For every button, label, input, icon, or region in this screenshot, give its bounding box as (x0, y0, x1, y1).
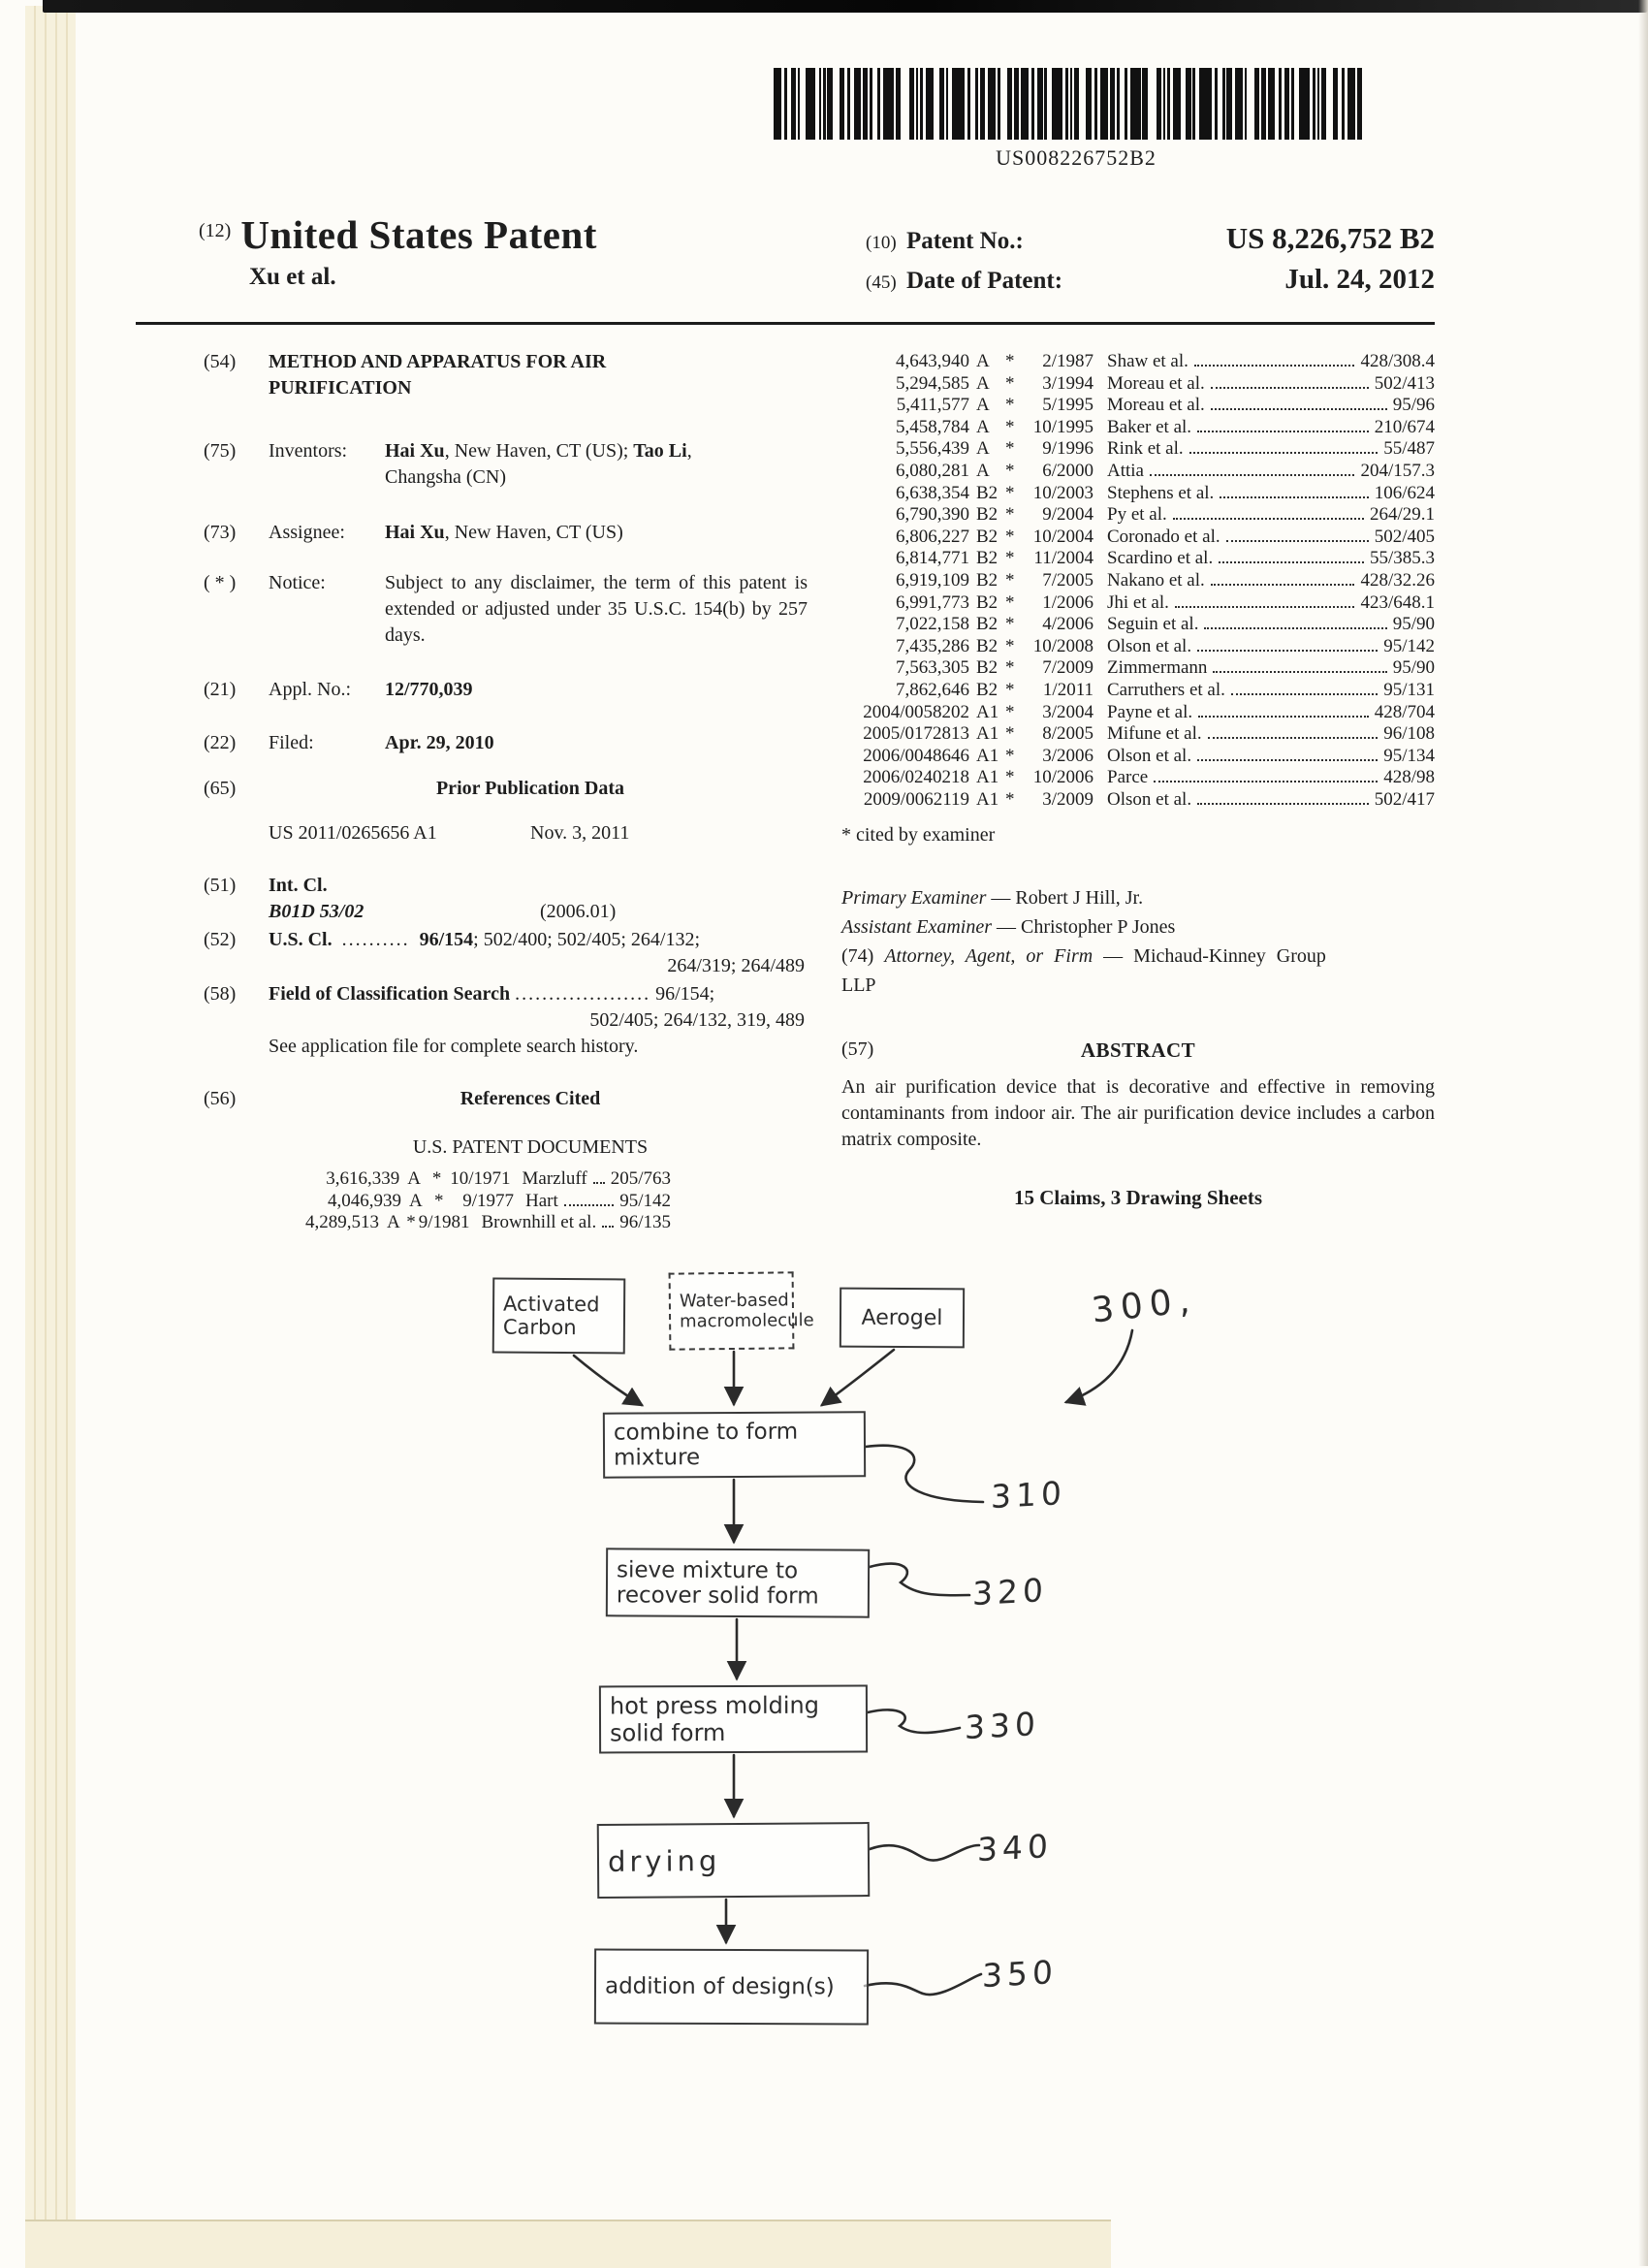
reference-row: 5,411,577 A * 5/1995 Moreau et al. 95/96 (896, 395, 1435, 416)
barcode-bar (920, 68, 923, 140)
reference-row: 7,862,646 B2 * 1/2011 Carruthers et al. 95/131 (896, 679, 1435, 700)
barcode-bar (1142, 68, 1147, 140)
prior-publication-heading: Prior Publication Data (435, 778, 625, 799)
invention-title: METHOD AND APPARATUS FOR AIR PURIFICATION (269, 351, 607, 399)
section-73-assignee (204, 520, 812, 546)
dotted-leader (1197, 789, 1369, 805)
section-54-title (204, 349, 812, 401)
section-58-field-search: (58) Field of Classification Search .................... 96/154; 502/405; 264/132, 319, 489 See application file for complete search history. (204, 981, 812, 1060)
flow-box-combine-to-form-mixture: combine to form mixture (603, 1411, 866, 1478)
barcode-bar (1065, 68, 1068, 140)
barcode-bar (1357, 68, 1362, 140)
authors: Xu et al. (249, 264, 336, 290)
reference-row: 6,080,281 A * 6/2000 Attia 204/157.3 (896, 460, 1435, 481)
abstract-text: An air purification device that is decorative and effective in removing contaminants from indoor air. The air purification device includes a carbon matrix composite. (841, 1076, 1435, 1151)
reference-row: 7,022,158 B2 * 4/2006 Seguin et al. 95/90 (896, 614, 1435, 635)
barcode-bar (1074, 68, 1079, 140)
publication-number: US 2011/0265656 A1 (269, 822, 437, 844)
barcode-bar (916, 68, 919, 140)
reference-row: 5,556,439 A * 9/1996 Rink et al. 55/487 (896, 438, 1435, 460)
flow-box-hot-press-molding: hot press molding solid form (599, 1685, 868, 1754)
barcode-bar (975, 68, 978, 140)
dotted-leader (1219, 549, 1364, 564)
section-58-tag: (58) (204, 983, 237, 1005)
reference-row: 6,991,773 B2 * 1/2006 Jhi et al. 423/648.1 (896, 591, 1435, 613)
flow-box-aerogel: Aerogel (840, 1288, 965, 1349)
arrow-fig-ref-300 (1066, 1330, 1132, 1402)
barcode-bar (1261, 68, 1266, 140)
notice-text: Subject to any disclaimer, the term of this patent is extended or adjusted under 35 U.S.C. 154(b) by 257 days. (385, 572, 808, 646)
barcode-bar (1037, 68, 1042, 140)
barcode-text: US008226752B2 (996, 145, 1157, 170)
dotted-leader (1150, 461, 1354, 476)
barcode-bar (854, 68, 862, 140)
dotted-leader (1213, 658, 1386, 674)
us-cl-rest: ; 502/400; 502/405; 264/132; (473, 929, 701, 950)
references-cited-heading: References Cited (460, 1088, 601, 1109)
patent-no-value: US 8,226,752 B2 (1225, 221, 1435, 255)
section-51-int-cl (204, 873, 812, 925)
notice-tag: ( * ) (204, 572, 237, 593)
section-75-inventors (204, 438, 812, 491)
reference-row: 2004/0058202 A1 * 3/2004 Payne et al. 428/704 (863, 701, 1435, 722)
reference-row: 6,638,354 B2 * 10/2003 Stephens et al. 106/624 (896, 482, 1435, 503)
section-52-us-cl: (52) U.S. Cl. .......... 96/154; 502/400; 502/405; 264/132; 264/319; 264/489 (204, 927, 812, 979)
barcode-bar (1235, 68, 1243, 140)
barcode-bar (1186, 68, 1190, 140)
figure-ref-340: 340 (976, 1826, 1054, 1869)
barcode-bar (1100, 68, 1108, 140)
dotted-leader (1197, 746, 1378, 761)
barcode-bar (946, 68, 949, 140)
barcode-bar (798, 68, 801, 140)
barcode-bar (998, 68, 1000, 140)
reference-row: 6,919,109 B2 * 7/2005 Nakano et al. 428/32.26 (896, 569, 1435, 591)
section-56-tag: (56) (204, 1088, 237, 1109)
flow-box-activated-carbon: Activated Carbon (492, 1278, 626, 1355)
dotted-leader (564, 1191, 614, 1206)
barcode-bar (1110, 68, 1115, 140)
barcode-bar (883, 68, 893, 140)
barcode-bar (1021, 68, 1029, 140)
us-cl-main: 96/154 (419, 929, 474, 950)
flow-box-drying: drying (597, 1822, 871, 1899)
barcode-bar (980, 68, 985, 140)
references-table-left (301, 1168, 671, 1234)
abstract-heading: ABSTRACT (1080, 1038, 1196, 1063)
section-65-pub-row (204, 820, 812, 847)
us-cl-label: U.S. Cl. (269, 929, 333, 950)
section-56-heading-row (204, 1086, 812, 1112)
figure-ref-320: 320 (971, 1570, 1049, 1613)
section-52-tag: (52) (204, 929, 237, 950)
barcode-bar (1052, 68, 1062, 140)
inventors-label: Inventors: (269, 440, 348, 462)
barcode-bar (863, 68, 868, 140)
abstract-tag: (57) (841, 1038, 874, 1061)
barcode-bar (1094, 68, 1097, 140)
barcode-bar (827, 68, 832, 140)
barcode-bar (952, 68, 965, 140)
barcode-bar (774, 68, 781, 140)
dotted-leader (1211, 373, 1369, 389)
barcode-bar (823, 68, 826, 140)
dotted-leader (1194, 351, 1355, 367)
reference-row: 2005/0172813 A1 * 8/2005 Mifune et al. 96/108 (863, 723, 1435, 745)
int-cl-version: (2006.01) (540, 901, 617, 922)
patent-no-label: Patent No.: (906, 228, 1024, 254)
dotted-leader (1231, 680, 1378, 695)
date-tag: (45) (866, 272, 897, 293)
figure-ref-330: 330 (964, 1704, 1041, 1747)
barcode-bar (1254, 68, 1259, 140)
appl-no-label: Appl. No.: (269, 679, 351, 700)
barcode-bar (1199, 68, 1212, 140)
flow-box-water-based-macromolecule: Water-based macromolecule (669, 1271, 795, 1350)
reference-row: 4,643,940 A * 2/1987 Shaw et al. 428/308.4 (896, 351, 1435, 371)
barcode-bar (1031, 68, 1034, 140)
barcode-bar (1245, 68, 1248, 140)
leader-350 (865, 1974, 981, 1995)
section-65-heading-row (204, 776, 812, 802)
dotted-leader (1226, 527, 1369, 542)
barcode-bar (1070, 68, 1073, 140)
references-column (841, 351, 1435, 1210)
section-21-appl-no (204, 677, 812, 703)
barcode-bar (1125, 68, 1127, 140)
us-patent-documents-heading: U.S. PATENT DOCUMENTS (412, 1136, 649, 1158)
leader-340 (870, 1845, 979, 1861)
barcode-bar (806, 68, 815, 140)
reference-row: 5,458,784 A * 10/1995 Baker et al. 210/674 (896, 416, 1435, 437)
section-51-tag: (51) (204, 875, 237, 896)
barcode-bar (877, 68, 880, 140)
figure-ref-350: 350 (981, 1952, 1059, 1996)
reference-row: 2006/0048646 A1 * 3/2006 Olson et al. 95/134 (863, 745, 1435, 766)
section-21-tag: (21) (204, 679, 237, 700)
filed-value: Apr. 29, 2010 (385, 732, 494, 753)
leader-310 (866, 1446, 983, 1502)
int-cl-class: B01D 53/02 (269, 901, 364, 922)
dotted-leader (593, 1168, 605, 1184)
barcode-bar (939, 68, 944, 140)
barcode-bar (1163, 68, 1166, 140)
barcode-bar (1044, 68, 1047, 140)
dotted-leader (602, 1213, 614, 1229)
section-65-tag: (65) (204, 778, 237, 799)
figure-ref-300: 300, (1090, 1280, 1199, 1331)
barcode-bar (926, 68, 934, 140)
barcode-bar (896, 68, 901, 140)
reference-row: 5,294,585 A * 3/1994 Moreau et al. 502/413 (896, 372, 1435, 394)
dotted-leader (1189, 439, 1379, 455)
figure-ref-310: 310 (990, 1473, 1067, 1517)
field-search-line2: 502/405; 264/132, 319, 489 (589, 1009, 805, 1031)
field-search-v1: 96/154; (655, 983, 715, 1005)
barcode-bar (1291, 68, 1294, 140)
header-right (866, 221, 1435, 303)
abstract-heading-row (841, 1038, 1435, 1063)
page-title: United States Patent (240, 212, 597, 257)
leader-320 (870, 1564, 969, 1596)
reference-row: 2006/0240218 A1 * 10/2006 Parce 428/98 (863, 767, 1435, 788)
barcode-bar (967, 68, 970, 140)
assistant-examiner-line: Assistant Examiner — Christopher P Jones (841, 916, 1176, 939)
dotted-leader (1197, 636, 1378, 652)
header-left (199, 211, 597, 291)
filed-label: Filed: (269, 732, 314, 753)
reference-row: 6,806,227 B2 * 10/2004 Coronado et al. 502/405 (896, 526, 1435, 547)
arrow-aerogel-to-combine (822, 1350, 894, 1405)
barcode-bar (1313, 68, 1315, 140)
patent-no-row (866, 221, 1435, 256)
attorney-line: (74) Attorney, Agent, or Firm — Michaud-Kinney Group (841, 945, 1326, 968)
barcode-bar (909, 68, 914, 140)
notice-label: Notice: (269, 572, 326, 593)
barcode-bar (1226, 68, 1231, 140)
bibliographic-column (204, 349, 812, 1234)
section-73-tag: (73) (204, 522, 237, 543)
date-label: Date of Patent: (906, 268, 1063, 294)
barcode-bar (870, 68, 872, 140)
claims-line: 15 Claims, 3 Drawing Sheets (1013, 1186, 1263, 1210)
barcode-bar (1284, 68, 1289, 140)
assignee-value: Hai Xu, New Haven, CT (US) (385, 522, 623, 543)
section-54-tag: (54) (204, 351, 237, 372)
dotted-leader (1220, 483, 1368, 498)
field-search-line3: See application file for complete search history. (269, 1036, 639, 1057)
barcode (774, 68, 1379, 142)
flow-box-sieve-mixture: sieve mixture to recover solid form (606, 1548, 870, 1617)
barcode-bar (784, 68, 787, 140)
barcode-bar (1167, 68, 1170, 140)
dotted-leader (1198, 702, 1369, 718)
barcode-bar (1222, 68, 1225, 140)
barcode-bar (1321, 68, 1326, 140)
dotted-leader (1173, 504, 1364, 520)
int-cl-label: Int. Cl. (269, 875, 328, 896)
barcode-bar (1173, 68, 1181, 140)
us-cl-line2: 264/319; 264/489 (667, 955, 805, 976)
appl-no-value: 12/770,039 (385, 679, 473, 700)
barcode-bar (840, 68, 844, 140)
barcode-bar (1215, 68, 1218, 140)
barcode-bar (1192, 68, 1195, 140)
field-search-label: Field of Classification Search (269, 983, 511, 1005)
attorney-line2: LLP (841, 974, 876, 997)
barcode-bar (1014, 68, 1019, 140)
examiner-block (841, 883, 1435, 1000)
inventors-value: Hai Xu, New Haven, CT (US); Tao Li, Changsha (CN) (385, 440, 692, 488)
barcode-bar (1279, 68, 1282, 140)
assignee-label: Assignee: (269, 522, 345, 543)
section-75-tag: (75) (204, 440, 237, 462)
section-22-filed (204, 730, 812, 756)
barcode-bar (1333, 68, 1338, 140)
flow-box-addition-of-designs: addition of design(s) (594, 1949, 869, 2026)
dotted-leader (1154, 768, 1378, 783)
reference-row: 4,289,513 A * 9/1981 Brownhill et al. 96/135 (305, 1212, 671, 1233)
reference-row: 3,616,339 A * 10/1971 Marzluff 205/763 (326, 1168, 671, 1189)
barcode-bar (1007, 68, 1012, 140)
reference-row: 6,814,771 B2 * 11/2004 Scardino et al. 55/385.3 (896, 548, 1435, 569)
patent-no-tag: (10) (866, 233, 897, 253)
barcode-bar (1157, 68, 1161, 140)
section-22-tag: (22) (204, 732, 237, 753)
dotted-leader (1211, 396, 1387, 411)
barcode-bar (791, 68, 796, 140)
barcode-bar (1086, 68, 1091, 140)
barcode-bar (1117, 68, 1120, 140)
barcode-bar (1342, 68, 1345, 140)
reference-row: 7,563,305 B2 * 7/2009 Zimmermann 95/90 (896, 657, 1435, 679)
section-notice (204, 570, 812, 649)
primary-examiner-line: Primary Examiner — Robert J Hill, Jr. (841, 887, 1144, 910)
date-value: Jul. 24, 2012 (1284, 264, 1435, 295)
dotted-leader (1208, 723, 1379, 739)
barcode-bar (1347, 68, 1355, 140)
dotted-leader (1204, 614, 1386, 629)
reference-row: 4,046,939 A * 9/1977 Hart 95/142 (328, 1190, 671, 1211)
barcode-bar (1299, 68, 1309, 140)
barcode-bar (1317, 68, 1320, 140)
publication-date: Nov. 3, 2011 (530, 822, 630, 844)
leader-330 (868, 1709, 960, 1733)
dotted-leader (1197, 417, 1369, 432)
kind-code-tag: (12) (199, 220, 232, 241)
barcode-bar (819, 68, 822, 140)
barcode-bar (1268, 68, 1276, 140)
barcode-bar (988, 68, 996, 140)
reference-row: 6,790,390 B2 * 9/2004 Py et al. 264/29.1 (896, 504, 1435, 526)
dotted-leader (1211, 570, 1355, 586)
dotted-leader (1175, 592, 1355, 608)
date-row (866, 264, 1435, 296)
cited-by-examiner-note: * cited by examiner (841, 824, 996, 847)
barcode-bar (847, 68, 850, 140)
header-divider (136, 322, 1435, 325)
arrow-activated-carbon-to-combine (574, 1356, 642, 1405)
references-table-right (841, 351, 1435, 811)
barcode-bar (1130, 68, 1140, 140)
reference-row: 7,435,286 B2 * 10/2008 Olson et al. 95/142 (896, 635, 1435, 656)
reference-row: 2009/0062119 A1 * 3/2009 Olson et al. 502/417 (863, 788, 1435, 810)
